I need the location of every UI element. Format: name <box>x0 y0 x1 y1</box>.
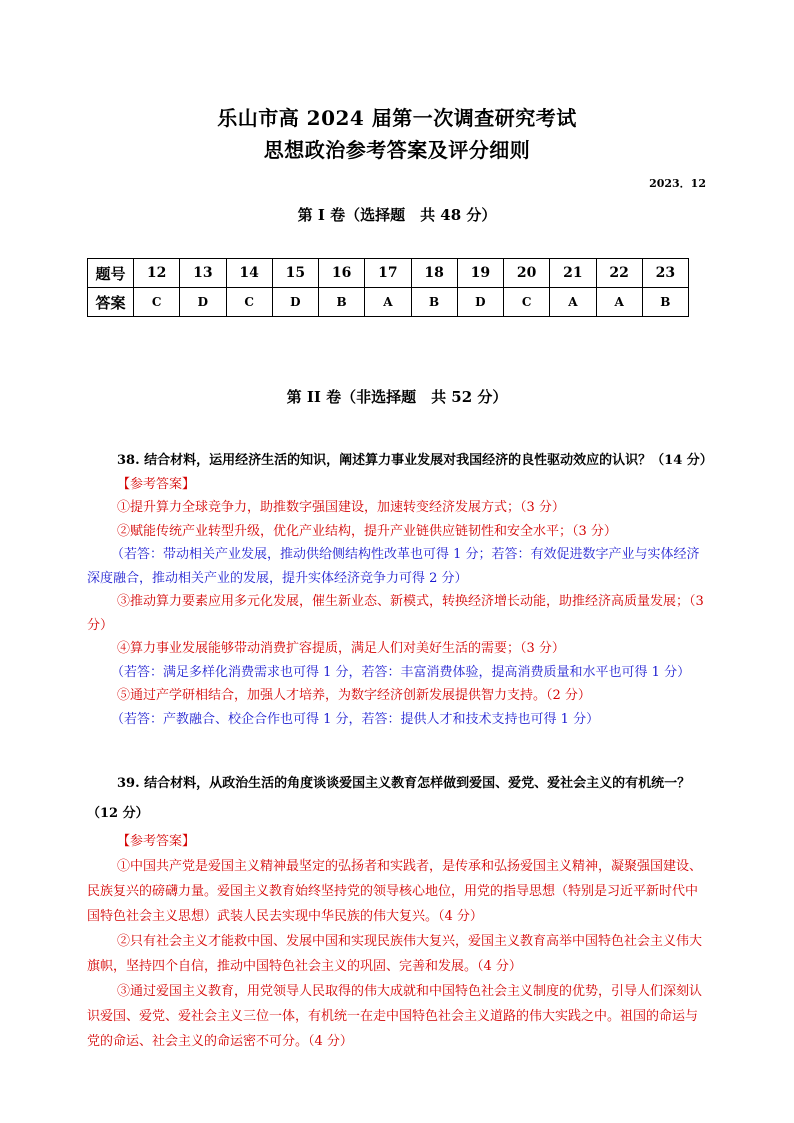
reference-answer-label: 【参考答案】 <box>117 834 196 849</box>
question-number: 16 <box>319 259 365 288</box>
question-number: 19 <box>457 259 503 288</box>
answer-point: ⑤通过产学研相结合，加强人才培养，为数字经济创新发展提供智力支持。（2 分） <box>117 688 591 703</box>
part2-heading: 第 II 卷（非选择题 共 52 分） <box>286 388 508 406</box>
question-number: 21 <box>550 259 596 288</box>
question-number: 12 <box>134 259 180 288</box>
answer-cell: C <box>504 288 550 317</box>
answer-point: ③推动算力要素应用多元化发展，催生新业态、新模式，转换经济增长动能，助推经济高质量发展；（3 分） <box>87 594 704 633</box>
answer-cell: A <box>550 288 596 317</box>
question-number-row <box>88 259 689 288</box>
reference-answer-label: 【参考答案】 <box>117 476 196 492</box>
question-number: 15 <box>272 259 318 288</box>
question-38-text: 38. 结合材料，运用经济生活的知识，阐述算力事业发展对我国经济的良性驱动效应的认识？（14 分） <box>117 453 713 468</box>
question-number: 20 <box>504 259 550 288</box>
answer-point: ①中国共产党是爱国主义精神最坚定的弘扬者和实践者，是传承和弘扬爱国主义精神，凝聚强国建设、民族复兴的磅礴力量。爱国主义教育始终坚持党的领导核心地位，用党的指导思想（特别是习近平新时代中国特色社会主义思想）武装人民去实现中华民族的伟大复兴。（4 分） <box>87 859 703 924</box>
exam-date: 2023．12 <box>649 177 706 190</box>
row-label-answer: 答案 <box>88 288 134 317</box>
answer-cell: D <box>180 288 226 317</box>
answer-cell: A <box>596 288 642 317</box>
answer-cell: A <box>365 288 411 317</box>
answer-cell: B <box>319 288 365 317</box>
exam-subtitle: 思想政治参考答案及评分细则 <box>263 138 531 162</box>
answer-table <box>87 258 689 317</box>
answer-point: ②赋能传统产业转型升级，优化产业结构，提升产业链供应链韧性和安全水平；（3 分） <box>117 523 617 539</box>
answer-cell: C <box>226 288 272 317</box>
answer-cell: B <box>642 288 688 317</box>
exam-title: 乐山市高 2024 届第一次调查研究考试 <box>217 106 577 130</box>
question-number: 17 <box>365 259 411 288</box>
question-38-block <box>87 449 713 731</box>
answer-cell: B <box>411 288 457 317</box>
answer-point: ④算力事业发展能够带动消费扩容提质，满足人们对美好生活的需要；（3 分） <box>117 641 565 656</box>
answer-cell: C <box>134 288 180 317</box>
alternative-answer-note: （若答：满足多样化消费需求也可得 1 分，若答：丰富消费体验，提高消费质量和水平也可得 1 分） <box>111 664 691 680</box>
part1-heading: 第 I 卷（选择题 共 48 分） <box>297 206 497 224</box>
alternative-answer-note: （若答：带动相关产业发展，推动供给侧结构性改革也可得 1 分；若答：有效促进数字产业与实体经济深度融合，推动相关产业的发展，提升实体经济竞争力可得 2 分） <box>87 547 700 586</box>
question-39-text: 39. 结合材料，从政治生活的角度谈谈爱国主义教育怎样做到爱国、爱党、爱社会主义的有机统一？（12 分） <box>87 776 691 821</box>
question-number: 22 <box>596 259 642 288</box>
answer-point: ①提升算力全球竞争力，助推数字强国建设，加速转变经济发展方式；（3 分） <box>117 500 565 515</box>
question-39-block <box>87 769 707 1054</box>
question-number: 13 <box>180 259 226 288</box>
alternative-answer-note: （若答：产教融合、校企合作也可得 1 分，若答：提供人才和技术支持也可得 1 分） <box>111 711 600 727</box>
question-number: 18 <box>411 259 457 288</box>
row-label-number: 题号 <box>88 259 134 288</box>
answer-cell: D <box>272 288 318 317</box>
question-number: 23 <box>642 259 688 288</box>
answer-point: ②只有社会主义才能救中国、发展中国和实现民族伟大复兴，爱国主义教育高举中国特色社会主义伟大旗帜，坚持四个自信，推动中国特色社会主义的巩固、完善和发展。（4 分） <box>87 934 703 974</box>
answer-point: ③通过爱国主义教育，用党领导人民取得的伟大成就和中国特色社会主义制度的优势，引导人们深刻认识爱国、爱党、爱社会主义三位一体，有机统一在走中国特色社会主义道路的伟大实践之中。祖国的命运与党的命运、社会主义的命运密不可分。（4 分） <box>87 984 703 1049</box>
answer-row <box>88 288 689 317</box>
answer-cell: D <box>457 288 503 317</box>
question-number: 14 <box>226 259 272 288</box>
